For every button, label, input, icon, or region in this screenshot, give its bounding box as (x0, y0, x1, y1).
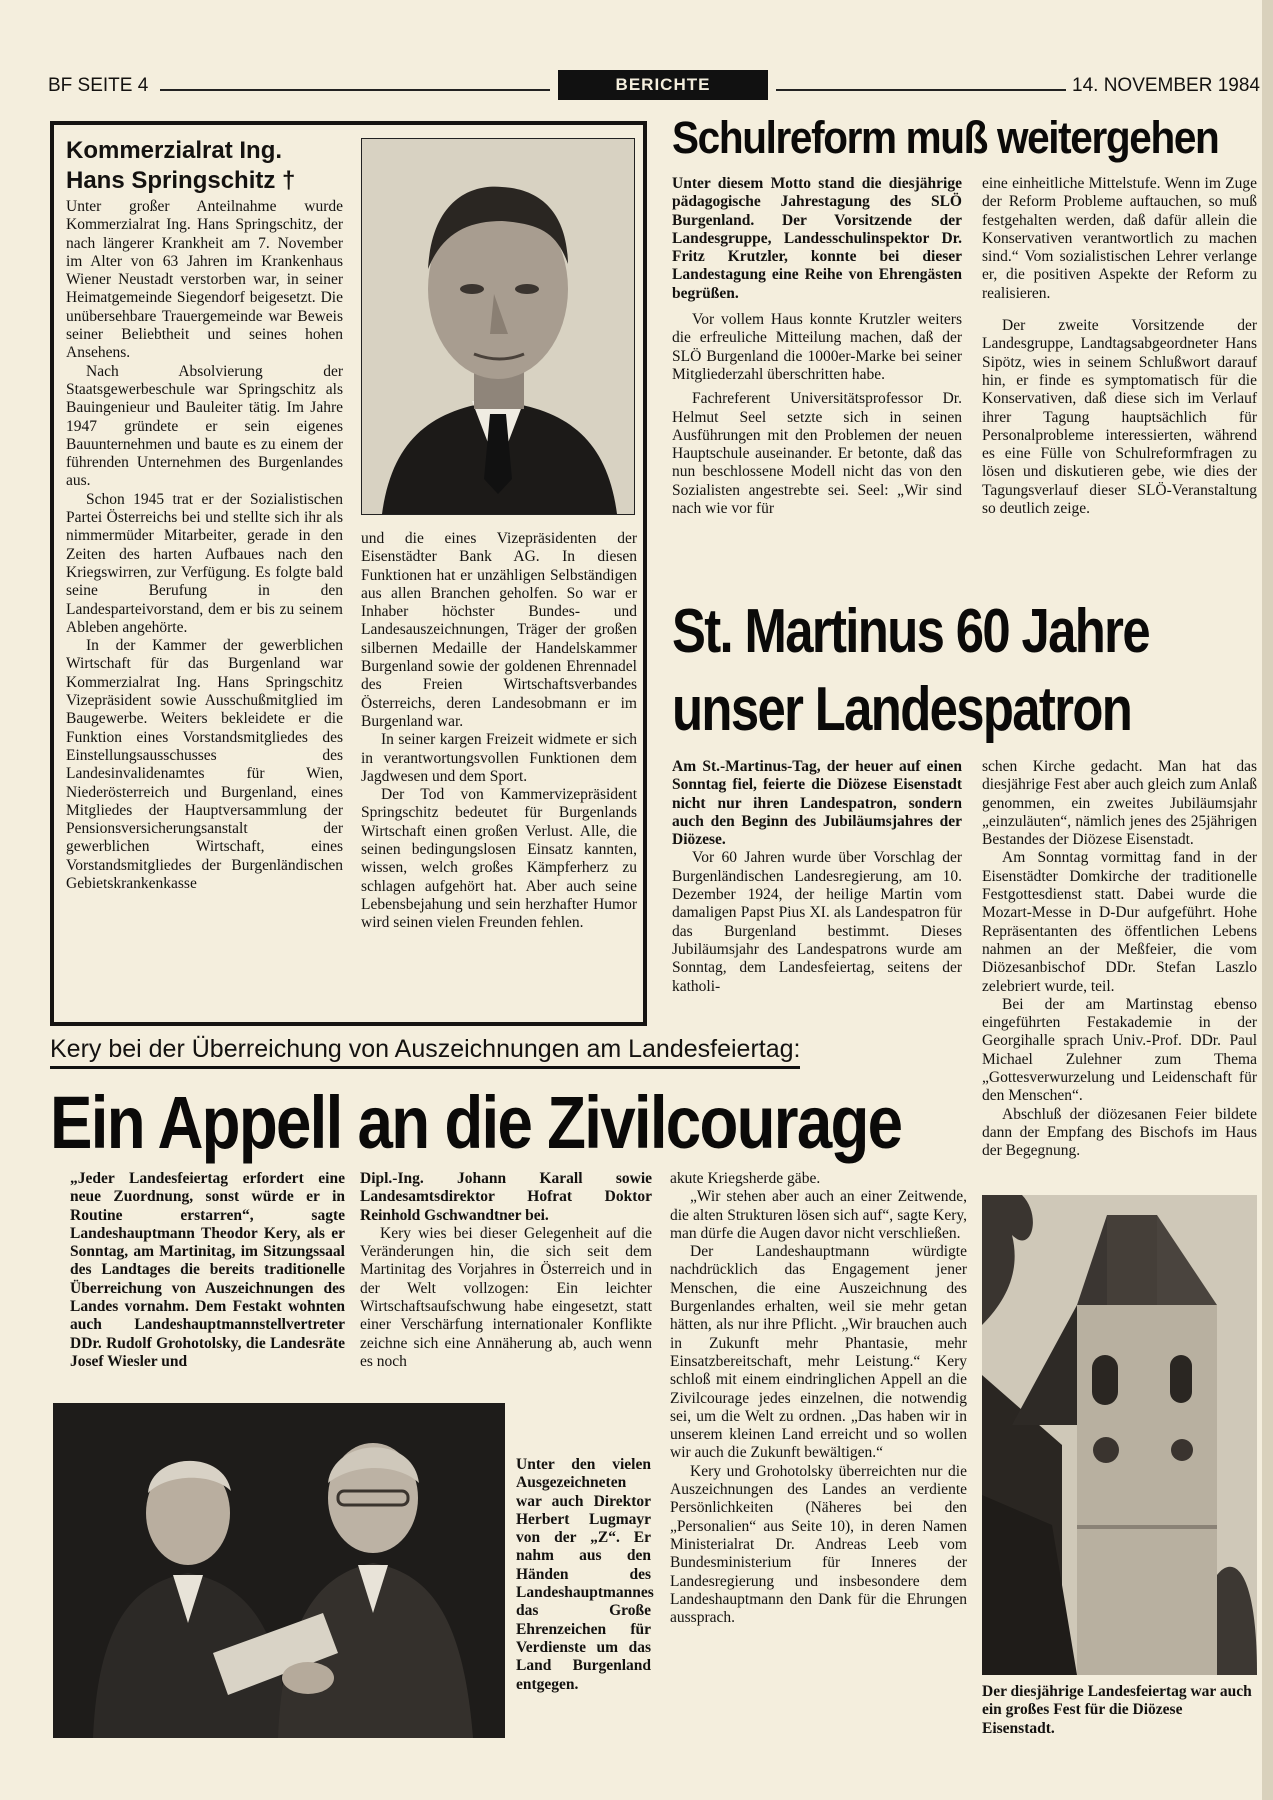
paragraph: eine einheitliche Mittelstufe. Wenn im Zuge der Reform Probleme auftauchen, so muß festgehalten werden, daß dafür allein die Konservativen verantwortlich zu machen sind.“ Vom sozialistischen Lehrer verlange er, die positiven Aspekte der Reform zu realisieren. (982, 175, 1257, 302)
header-rule-left (160, 89, 550, 91)
portrait-photo (361, 138, 635, 515)
paragraph: akute Kriegsherde gäbe. (670, 1170, 821, 1187)
paragraph: Unter großer Anteilnahme wurde Kommerzialrat Ing. Hans Springschitz, der nach längerer Krankheit am 7. November im Alter von 63 Jahren im Krankenhaus Wiener Neustadt verstorben war, in seiner Heimatgemeinde Siegendorf beigesetzt. Die unübersehbare Trauergemeinde war Beweis seiner Beliebtheit und seines hohen Ansehens. (66, 198, 343, 362)
lead-paragraph: Am St.-Martinus-Tag, der heuer auf einen Sonntag fiel, feierte die Diözese Eisenstadt nicht nur ihren Landespatron, sondern auch den Beginn des Jubiläumsjahres der Diözese. (672, 758, 962, 849)
paragraph: Schon 1945 trat er der Sozialistischen Partei Österreichs bei und stellte sich ihr als nimmermüder Mitarbeiter, gerade in den Zeiten des harten Aufbaues nach den Kriegswirren, zur Verfügung. Es folgte bald seine Berufung in den Landesparteivorstand, dem er bis zu seinem Ableben angehörte. (66, 490, 343, 636)
paragraph: Am Sonntag vormittag fand in der Eisenstädter Domkirche der traditionelle Festgottesdienst statt. Dabei wurde die Mozart-Messe in D-Dur aufgeführt. Hohe Repräsentanten des öffentlichen Lebens nahmen an der Meßfeier, die vom Diözesanbischof DDr. Stefan Laszlo zelebriert wurde, teil. (982, 849, 1257, 995)
page-fold-shadow (1262, 0, 1273, 1800)
award-photo-caption: Unter den vielen Ausgezeichneten war auch Direktor Herbert Lugmayr von der „Z“. Er nahm aus den Händen des Landeshauptmannes das Große Ehrenzeichen für Verdienste um das Land Burgenland entgegen. (516, 1456, 654, 1693)
martinus-column-2 (982, 758, 1257, 1161)
paragraph: schen Kirche gedacht. Man hat das diesjährige Fest aber auch gleich zum Anlaß genommen, ein zweites Jubiläumsjahr „einzuläuten“, nämlich jenes des 25jährigen Bestandes der Diözese Eisenstadt. (982, 758, 1257, 849)
martinus-column-1 (672, 758, 962, 996)
obituary-title-line2: Hans Springschitz † (66, 167, 296, 194)
schulreform-headline: Schulreform muß weitergehen (672, 112, 1219, 163)
paragraph: In der Kammer der gewerblichen Wirtschaft für das Burgenland war Kommerzialrat Ing. Hans Springschitz Vizepräsident sowie Ausschußmitglied im Baugewerbe. Weiters bekleidete er die Funktion eines Vorstandsmitgliedes des Einstellungsausschusses des Landesinvalidenamtes für Wien, Niederösterreich und Burgenland, eines Mitgliedes der Hauptversammlung der Pensionsversicherungsanstalt der gewerblichen Wirtschaft, eines Vorstandsmitgliedes der Burgenländischen Gebietskrankenkasse (66, 637, 343, 892)
paragraph: Der Landeshauptmann würdigte nachdrücklich das Engagement jener Menschen, die eine Auszeichnung des Burgenlandes erhalten, weil sie mehr getan hätten, als nur ihre Pflicht. „Wir brauchen auch in Zukunft mehr Phantasie, mehr Einsatzbereitschaft, mehr Leistung.“ Kery schloß mit einem eindringlichen Appell an die Zivilcourage jedes einzelnen, die notwendig sei, um die Welt zu ordnen. „Das haben wir in unserem kleinen Land erreicht und so wollen wir auch die Zukunft bewältigen.“ (670, 1243, 967, 1462)
appell-column-3 (670, 1170, 967, 1627)
award-illustration (53, 1403, 505, 1738)
page-label: BF SEITE 4 (48, 75, 149, 96)
header-rule-right (776, 89, 1066, 91)
paragraph: Der zweite Vorsitzende der Landesgruppe, Landtagsabgeordneter Hans Sipötz, wies in seinem Schlußwort darauf hin, er finde es symptomatisch für die Konservativen, daß diese sich im Verlauf ihrer Tagung hauptsächlich für Personalprobleme interessierten, während es eine Fülle von Schulreformfragen zu lösen und diskutieren gebe, wie dies der Tagungsverlauf dieser SLÖ-Veranstaltung so deutlich zeige. (982, 317, 1257, 518)
lead-paragraph: Unter diesem Motto stand die diesjährige pädagogische Jahrestagung des SLÖ Burgenland. Der Vorsitzende der Landesgruppe, Landesschulinspektor Dr. Fritz Krutzler, konnte bei dieser Landestagung eine Reihe von Ehrengästen begrüßen. (672, 175, 962, 302)
obituary-title-line1: Kommerzialrat Ing. (66, 137, 283, 164)
lead-paragraph: Dipl.-Ing. Johann Karall sowie Landesamtsdirektor Hofrat Doktor Reinhold Gschwandtner bei. (360, 1170, 652, 1224)
appell-column-2 (360, 1170, 652, 1371)
church-photo (982, 1195, 1257, 1675)
obituary-title (66, 136, 346, 196)
paragraph: Nach Absolvierung der Staatsgewerbeschule war Springschitz als Bauingenieur und Bauleiter tätig. Im Jahre 1947 gründete er sein eigenes Bauunternehmen und baute es zu einem der führenden Unternehmen des Burgenlandes aus. (66, 362, 343, 490)
paragraph: „Wir stehen aber auch an einer Zeitwende, die alten Strukturen lösen sich auf“, sagte Kery, man dürfe die Augen davor nicht verschließen. (670, 1188, 967, 1242)
paragraph: Kery und Grohotolsky überreichten nur die Auszeichnungen des Landes an verdiente Persönlichkeiten (Näheres bei den „Personalien“ aus Seite 10), in deren Namen Ministerialrat Dr. Andreas Leeb vom Bundesministerium für Inneres der Landesregierung und insbesondere dem Landeshauptmann den Dank für die Ehrungen aussprach. (670, 1462, 967, 1627)
paragraph: Vor vollem Haus konnte Krutzler weiters die erfreuliche Mitteilung machen, daß der SLÖ Burgenland die 1000er-Marke bei seiner Mitgliederzahl überschritten habe. (672, 311, 962, 383)
obituary-column-1 (66, 198, 343, 893)
page-date: 14. NOVEMBER 1984 (1072, 75, 1260, 96)
lead-paragraph: „Jeder Landesfeiertag erfordert eine neue Zuordnung, sonst würde er in Routine erstarren“, sagte Landeshauptmann Theodor Kery, als er Sonntag, am Martinitag, im Sitzungssaal des Landtages die bereits traditionelle Überreichung von Auszeichnungen des Landes vornahm. Dem Festakt wohnten auch Landeshauptmannstellvertreter DDr. Rudolf Grohotolsky, die Landesräte Josef Wiesler und (70, 1170, 345, 1370)
paragraph: Vor 60 Jahren wurde über Vorschlag der Burgenländischen Landesregierung, am 10. Dezember 1924, der heilige Martin vom damaligen Papst Pius XI. als Landespatron für das Burgenland bestimmt. Dieses Jubiläumsjahr des Landespatrons wurde am Sonntag, dem Landesfeiertag, seitens der katholi- (672, 849, 962, 995)
paragraph: Bei der am Martinstag ebenso eingeführten Festakademie in der Georgihalle sprach Univ.-Prof. DDr. Paul Michael Zulehner zum Thema „Gottesverwurzelung und Leidenschaft für den Menschen“. (982, 995, 1257, 1105)
paragraph: Kery wies bei dieser Gelegenheit auf die Veränderungen hin, die sich seit dem Martinitag des Vorjahres in Österreich und in der Welt vollzogen: Ein leichter Wirtschaftsaufschwung habe eingesetzt, statt einer Verschärfung internationaler Konflikte zeichne sich eine Annäherung ab, auch wenn es noch (360, 1224, 652, 1370)
church-illustration (982, 1195, 1257, 1675)
obituary-column-2 (361, 530, 637, 933)
church-photo-caption: Der diesjährige Landesfeiertag war auch ein großes Fest für die Diözese Eisenstadt. (982, 1683, 1252, 1737)
paragraph: Der Tod von Kammervizepräsident Springschitz bedeutet für Burgenlands Wirtschaft einen großen Verlust. Alle, die seinen bedingungslosen Einsatz kannten, wissen, welch großes Kämpferherz zu schlagen aufgehört hat. Aber auch seine Lebensbejahung und sein herzhafter Humor wird seinen vielen Freunden fehlen. (361, 786, 637, 932)
section-tag: BERICHTE (558, 70, 768, 100)
schulreform-column-1 (672, 175, 962, 518)
portrait-illustration (362, 139, 634, 514)
appell-column-1 (70, 1170, 345, 1371)
appell-kicker: Kery bei der Überreichung von Auszeichnungen am Landesfeiertag: (50, 1035, 800, 1069)
award-photo (53, 1403, 505, 1738)
paragraph: Fachreferent Universitätsprofessor Dr. Helmut Seel setzte sich in seinen Ausführungen mit den Problemen der neuen Hauptschule auseinander. Er betonte, daß das nun beschlossene Modell nicht das von den Sozialisten angestrebte sei. Seel: „Wir sind nach wie vor für (672, 390, 962, 518)
paragraph: Abschluß der diözesanen Feier bildete dann der Empfang des Bischofs im Haus der Begegnung. (982, 1105, 1257, 1160)
appell-headline: Ein Appell an die Zivilcourage (50, 1081, 902, 1164)
schulreform-column-2 (982, 175, 1257, 518)
martinus-headline-line2: unser Landespatron (672, 675, 1132, 744)
paragraph: und die eines Vizepräsidenten der Eisenstädter Bank AG. In diesen Funktionen hat er unzähligen Selbständigen aus allen Branchen geholfen. So war er Inhaber höchster Bundes- und Landesauszeichnungen, Träger der großen silbernen Medaille der Handelskammer Burgenland sowie der goldenen Ehrennadel des Freien Wirtschaftsverbandes Österreichs, deren Landesobmann er im Burgenland war. (361, 530, 637, 730)
martinus-headline-line1: St. Martinus 60 Jahre (672, 597, 1149, 666)
paragraph: In seiner kargen Freizeit widmete er sich in verantwortungsvollen Funktionen dem Jagdwesen und dem Sport. (361, 731, 637, 785)
